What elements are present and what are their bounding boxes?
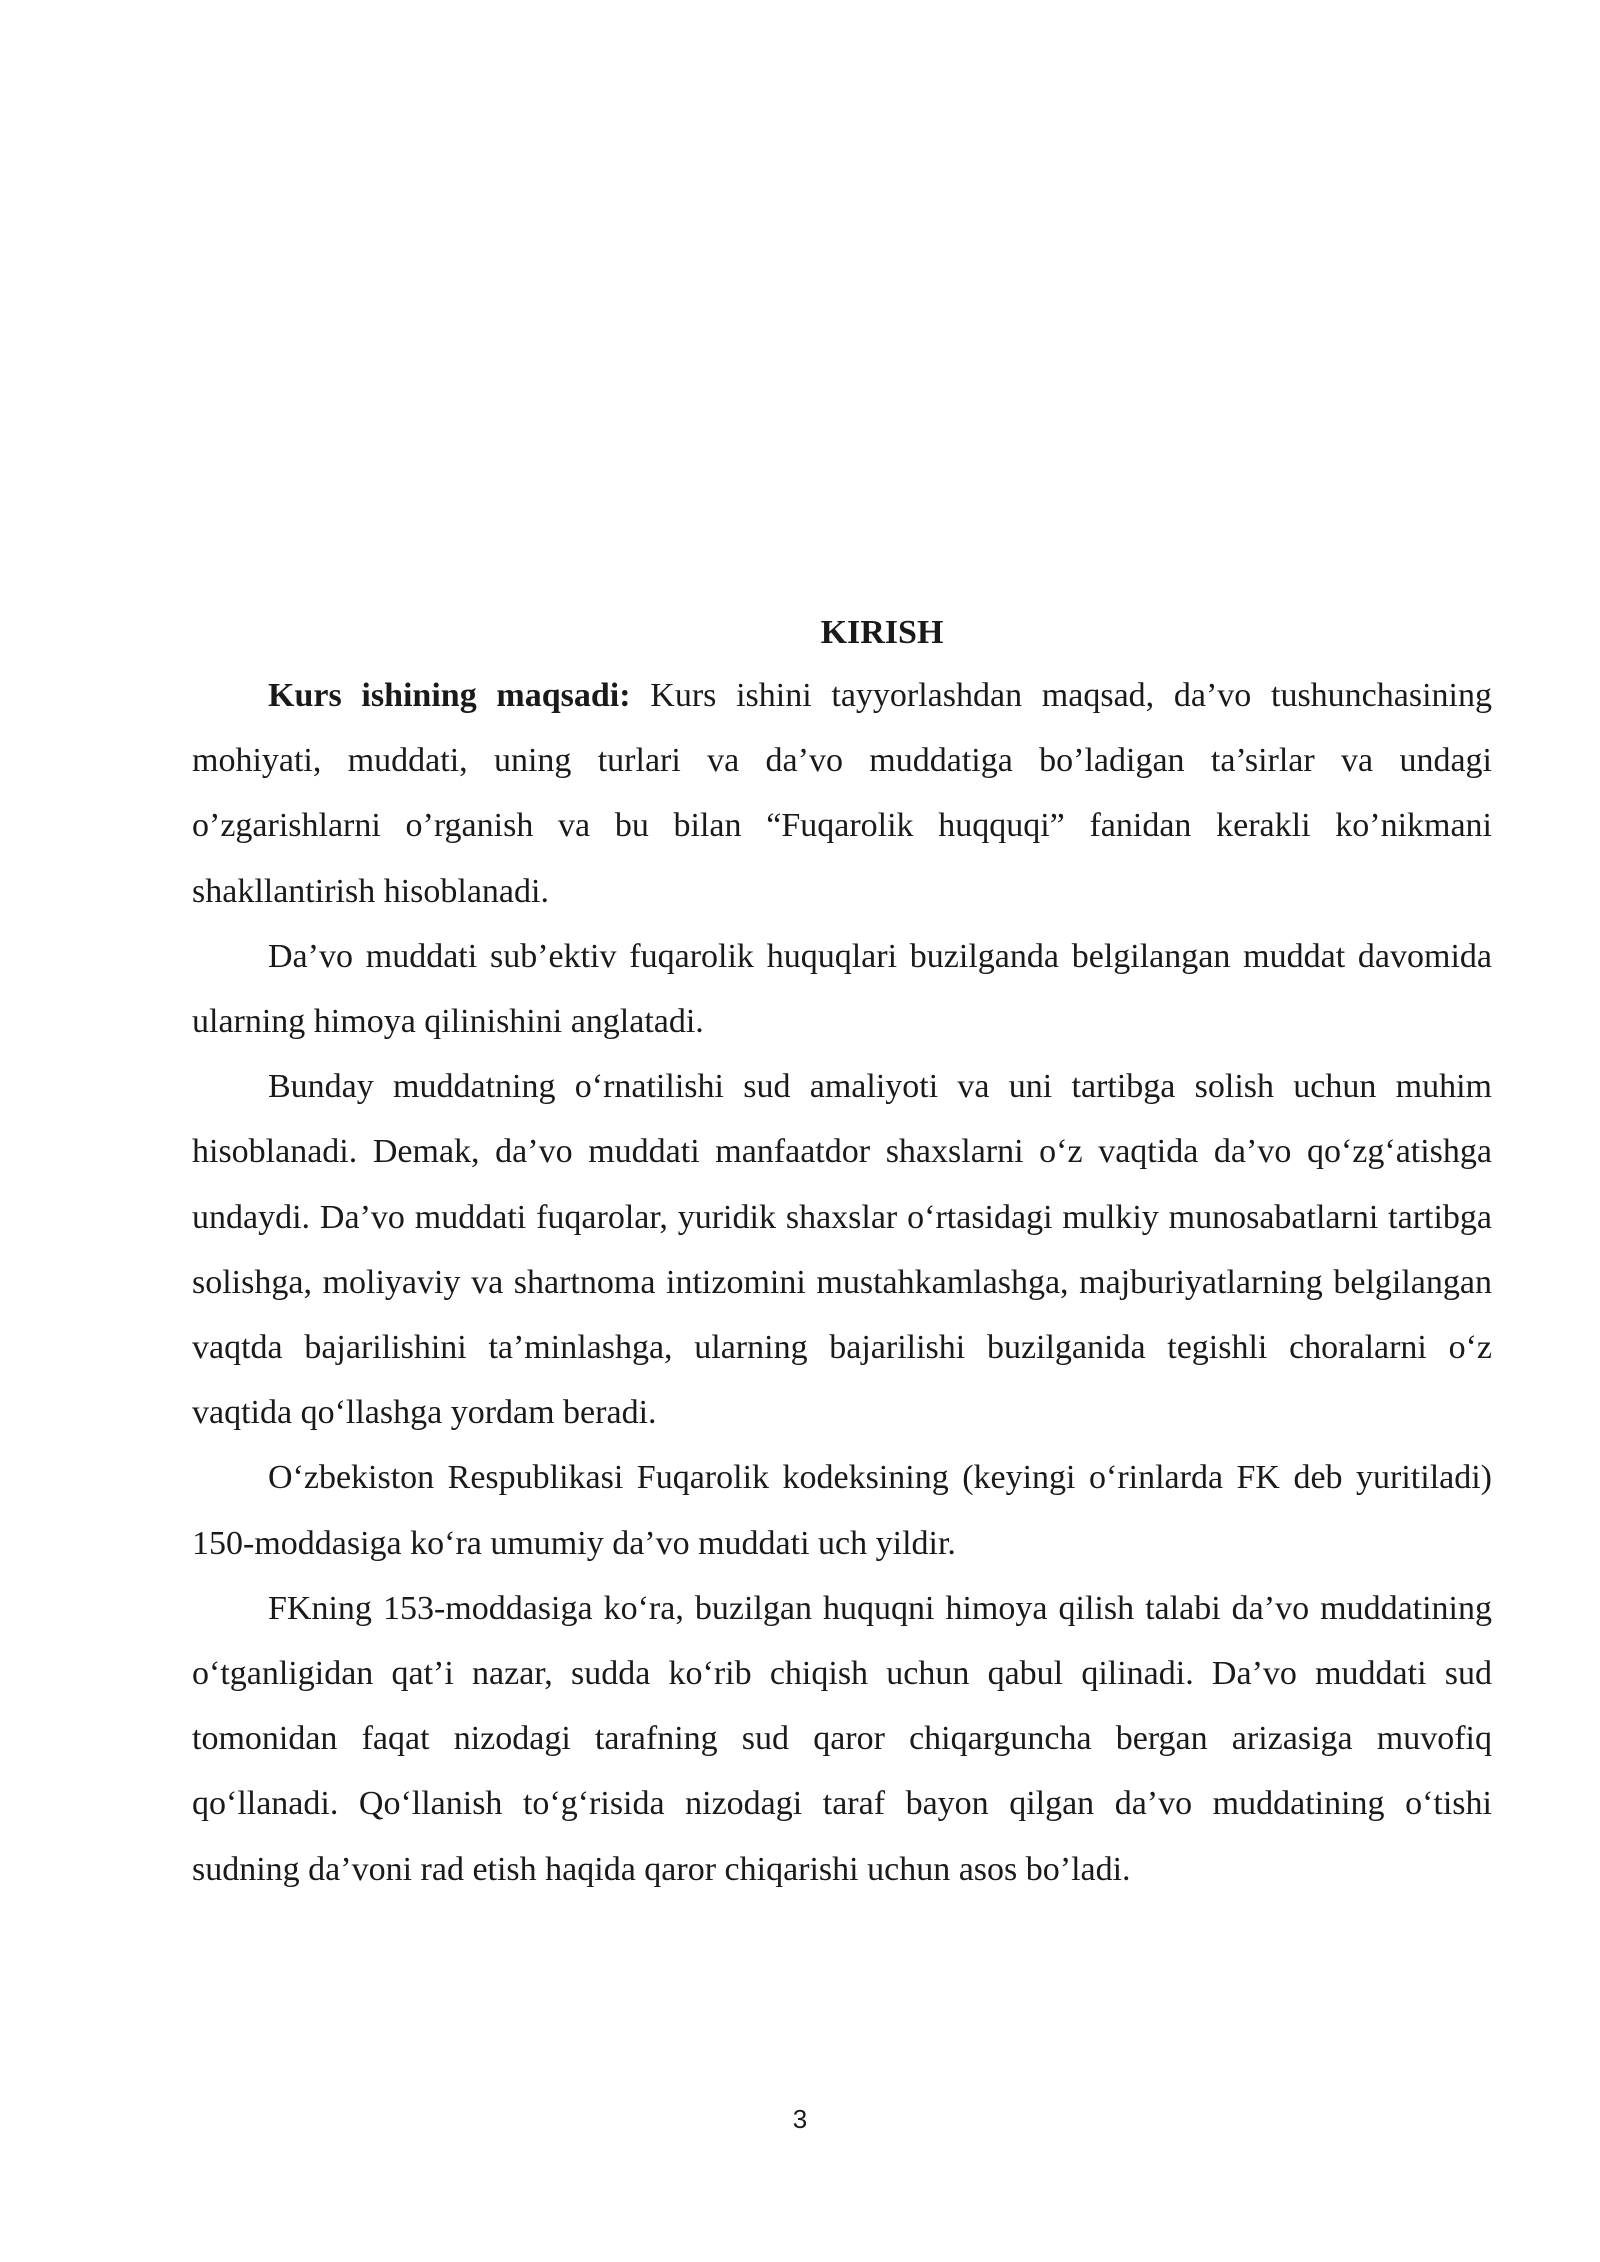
paragraph-general-term: O‘zbekiston Respublikasi Fuqarolik kodeksining (keyingi o‘rinlarda FK deb yuritiladi) 150-moddasiga ko‘ra umumiy da’vo muddati uch yildir. — [192, 1459, 1492, 1562]
page-number: 3 — [792, 2104, 808, 2134]
paragraph-definition: Da’vo muddati sub’ektiv fuqarolik huquqlari buzilganda belgilangan muddat davomida ularning himoya qilinishini anglatadi. — [192, 937, 1492, 1041]
paragraph-purpose — [192, 663, 1492, 924]
section-heading: KIRISH — [820, 614, 944, 651]
paragraph-significance: Bunday muddatning o‘rnatilishi sud amaliyoti va uni tartibga solish uchun muhim hisoblanadi. Demak, da’vo muddati manfaatdor shaxslarni o‘z vaqtida da’vo qo‘zg‘atishga undaydi. Da’vo muddati fuqarolar, yuridik shaxslar o‘rtasidagi mulkiy munosabatlarni tartibga solishga, moliyaviy va shartnoma intizomini mustahkamlashga, majburiyatlarning belgilangan vaqtda bajarilishini ta’minlashga, ularning bajarilishi buzilganida tegishli choralarni o‘z vaqtida qo‘llashga yordam beradi. — [192, 1068, 1492, 1432]
page-content — [192, 603, 1492, 1902]
paragraph-text: Kurs ishini tayyorlashdan maqsad, da’vo tushunchasining mohiyati, muddati, uning turlari va da’vo muddatiga bo’ladigan ta’sirlar va undagi o’zgarishlarni o’rganish va bu bilan “Fuqarolik huqquqi” fanidan kerakli ko’nikmani shakllantirish hisoblanadi. — [192, 677, 1492, 910]
paragraph-article-153: FKning 153-moddasiga ko‘ra, buzilgan huquqni himoya qilish talabi da’vo muddatining o‘tganligidan qat’i nazar, sudda ko‘rib chiqish uchun qabul qilinadi. Da’vo muddati sud tomonidan faqat nizodagi tarafning sud qaror chiqarguncha bergan arizasiga muvofiq qo‘llanadi. Qo‘llanish to‘g‘risida nizodagi taraf bayon qilgan da’vo muddatining o‘tishi sudning da’voni rad etish haqida qaror chiqarishi uchun asos bo’ladi. — [192, 1589, 1492, 1888]
paragraph-lead: Kurs ishining maqsadi: — [268, 677, 631, 714]
